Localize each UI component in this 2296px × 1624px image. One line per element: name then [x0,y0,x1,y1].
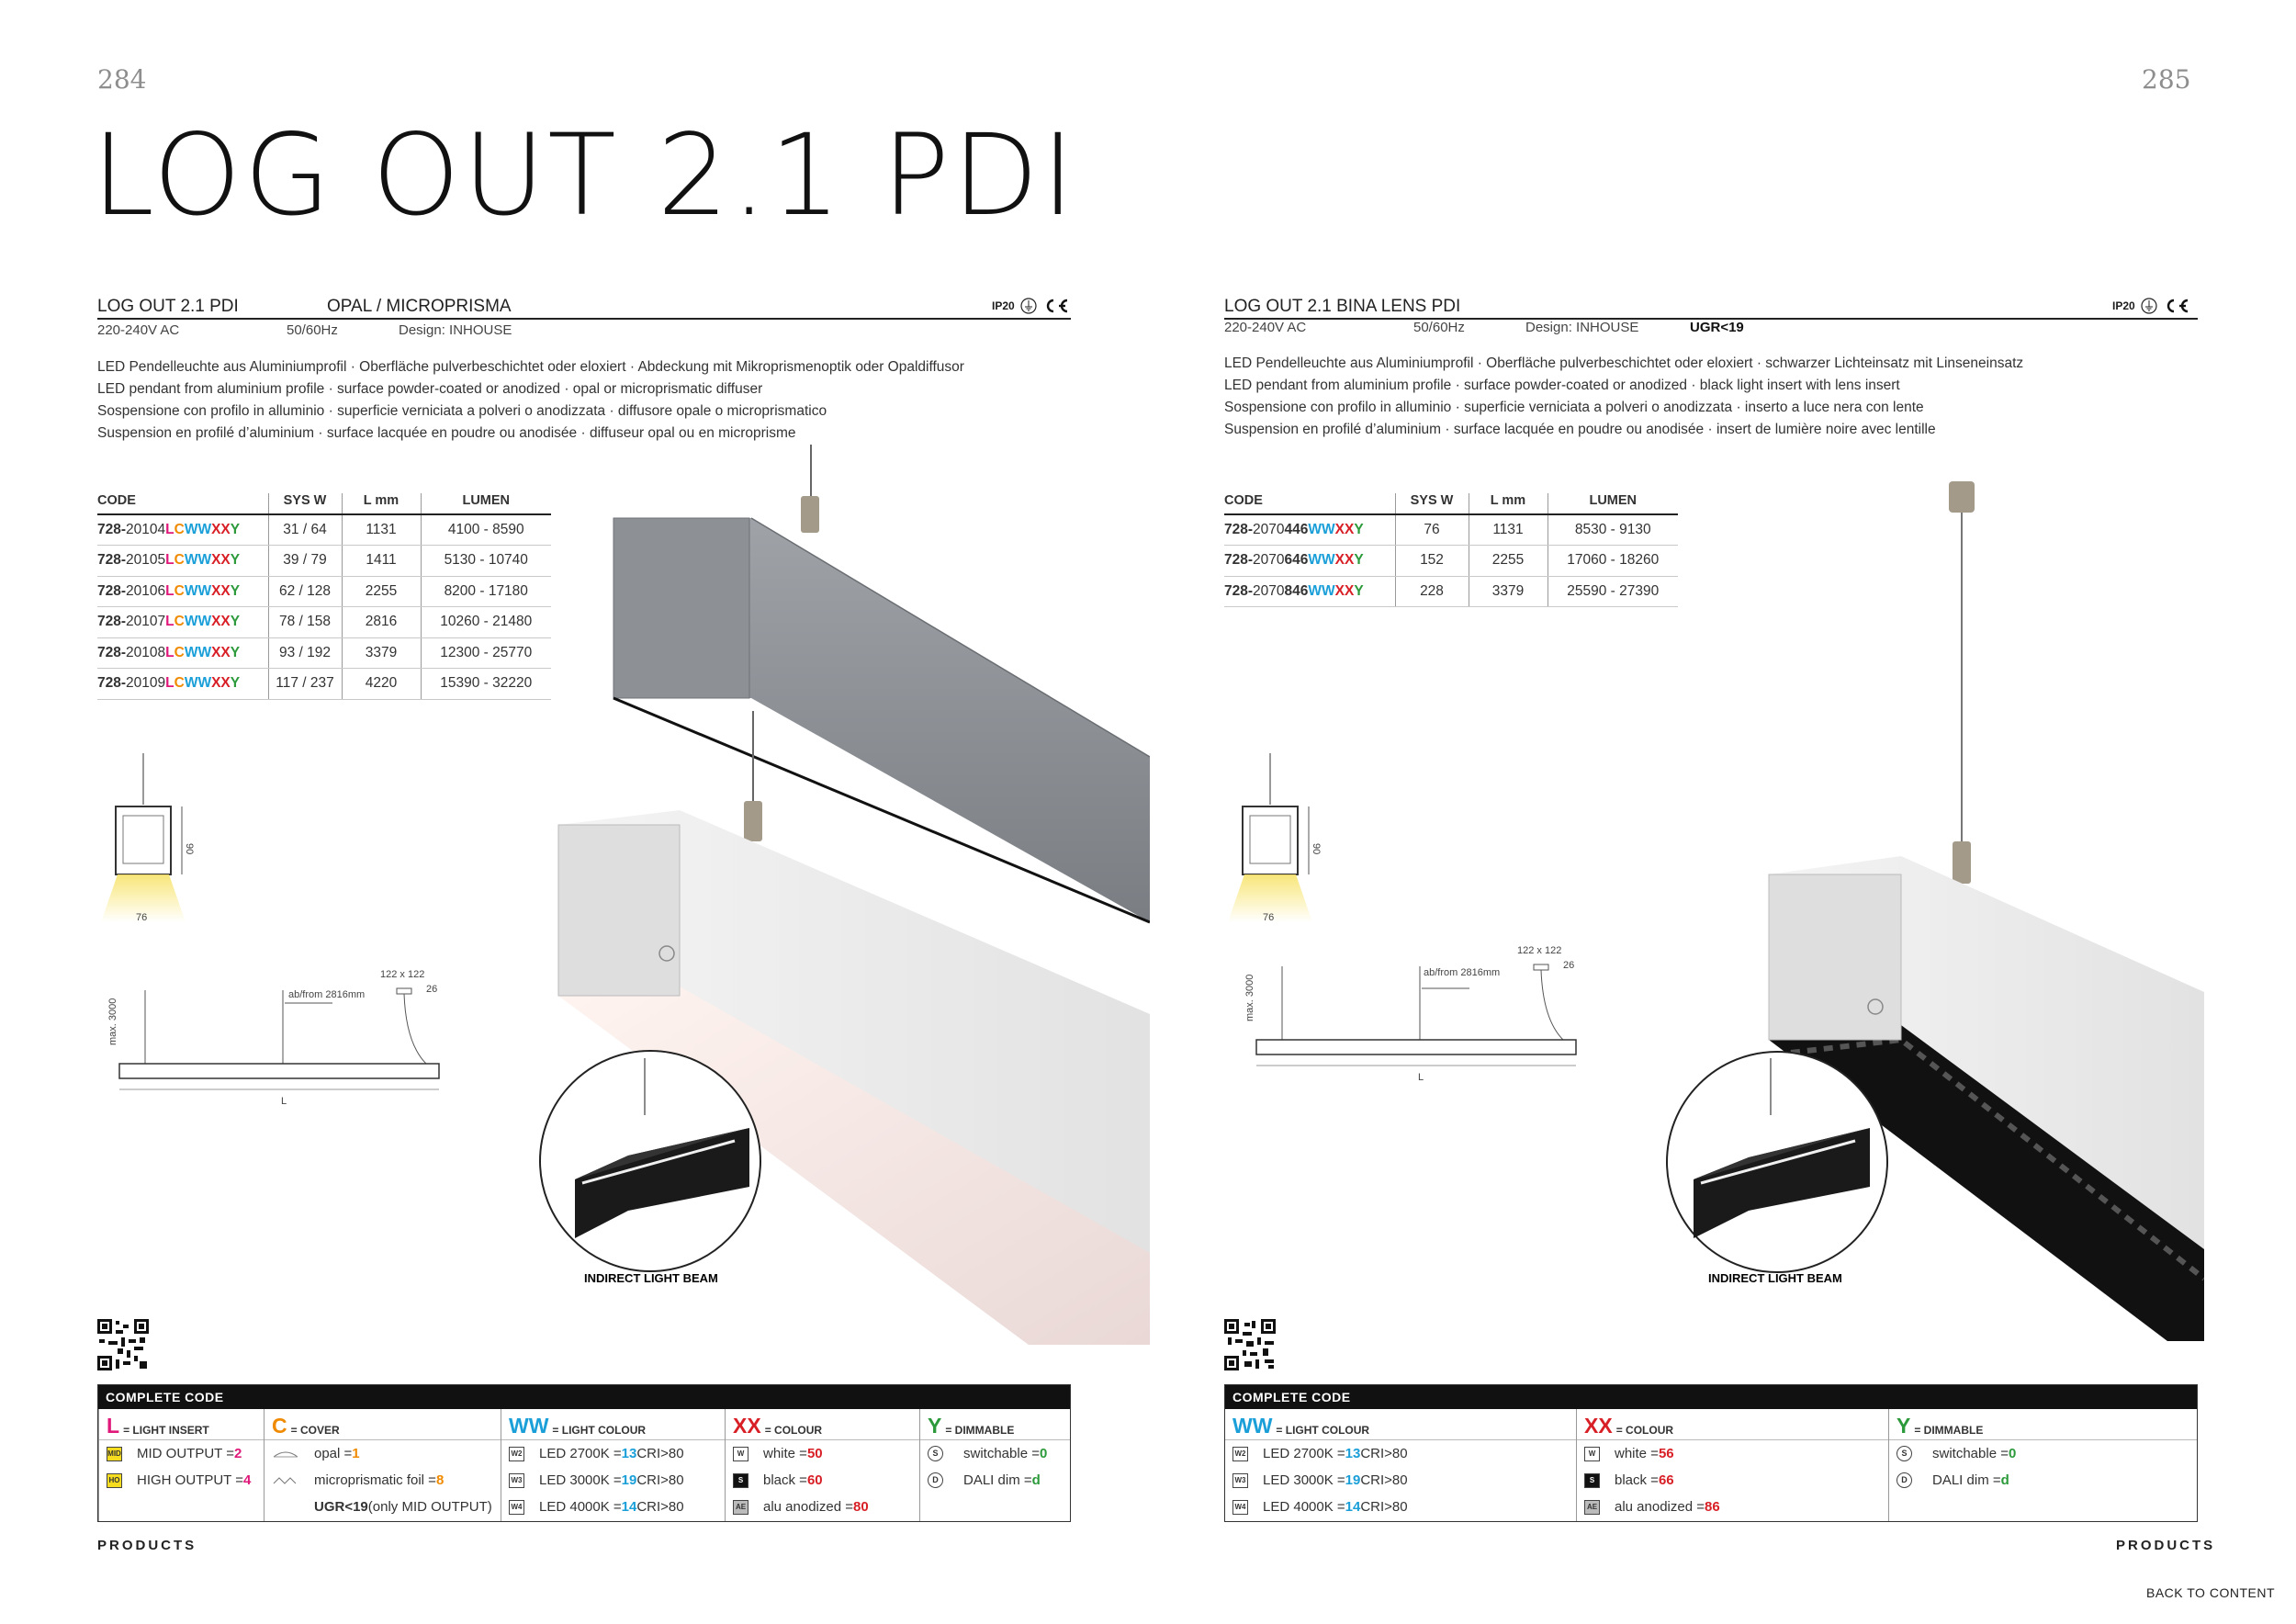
code-table-right [1224,493,1678,607]
col-header-lumen: LUMEN [421,493,551,514]
w4-icon: W4 [509,1500,524,1515]
lumen-cell: 8200 - 17180 [421,576,551,607]
switch-icon: S [1896,1446,1912,1461]
alu-swatch-icon: AE [1584,1500,1600,1515]
list-item: W3 LED 3000K = 19 CRI>80 [501,1467,725,1494]
list-item: W white = 56 [1577,1440,1888,1467]
code-column-light-colour: WW = LIGHT COLOUR W2 LED 2700K = 13 CRI>80 W3 LED 3000K = 19 CRI>80 W4 LED 4000K = 14 CRI>80 [501,1409,725,1521]
col-header-length: L mm [1469,493,1548,514]
header-rule [97,318,1071,320]
canopy-size-label: 122 x 122 [380,969,425,980]
list-item: D DALI dim = d [920,1467,1070,1494]
col-header-lumen: LUMEN [1548,493,1678,514]
lumen-cell: 4100 - 8590 [421,514,551,546]
list-item: MID MID OUTPUT = 2 [107,1446,242,1461]
complete-code-box-right [1224,1384,2198,1522]
list-item: opal = 1 [264,1440,501,1467]
footer-section-label: PRODUCTS [97,1538,197,1553]
product-render [533,445,1150,1345]
length-cell: 1131 [1469,514,1548,546]
description [97,356,964,445]
table-row [97,546,551,577]
length-cell: 3379 [1469,576,1548,607]
cross-section-drawing [97,751,208,935]
earth-class-icon [2141,298,2157,314]
distance-label: ab/from 2816mm [288,989,366,1000]
installation-drawing [103,961,452,1108]
product-variant: OPAL / MICROPRISMA [327,297,512,316]
description-fr: Suspension en profilé d’aluminium · surface lacquée en poudre ou anodisée · insert de lumière noire avec lentille [1224,422,1936,437]
lumen-cell: 12300 - 25770 [421,637,551,669]
opal-cover-icon [272,1448,299,1460]
code-column-colour: XX = COLOUR W white = 50 S black = 60 AE alu anodized = 80 [725,1409,919,1521]
section-height-label: 90 [184,843,195,855]
dali-icon: D [1896,1472,1912,1488]
complete-code-header: COMPLETE CODE [98,1385,1070,1409]
length-cell: 4220 [342,669,421,700]
code-cell: 728-20108LCWWXXY [97,637,268,669]
table-row [1224,576,1678,607]
description-de: LED Pendelleuchte aus Aluminiumprofil · Oberfläche pulverbeschichtet oder eloxiert · schwarzer Lichteinsatz mit Linseneinsatz [1224,355,2024,371]
code-cell: 728-20107LCWWXXY [97,607,268,638]
cross-section-drawing-right [1224,751,1334,935]
code-cell: 728-2070646WWXXY [1224,546,1395,577]
complete-code-box [97,1384,1071,1522]
list-item: W2 LED 2700K = 13 CRI>80 [1225,1440,1576,1467]
frequency: 50/60Hz [287,322,338,338]
col-header-sysw: SYS W [1395,493,1469,514]
description-it: Sospensione con profilo in alluminio · superficie verniciata a polveri o anodizzata · inserto a luce nera con lente [1224,400,1924,415]
section-width-label: 76 [136,912,148,923]
lumen-cell: 17060 - 18260 [1548,546,1678,577]
col-header-code: CODE [1224,493,1395,514]
list-item: AE alu anodized = 80 [726,1494,919,1520]
description-it: Sospensione con profilo in alluminio · superficie verniciata a polveri o anodizzata · diffusore opale o microprismatico [97,403,827,419]
voltage-right: 220-240V AC [1224,320,1307,335]
canopy-height-label: 26 [1563,960,1575,971]
length-label: L [281,1096,287,1107]
high-output-icon: HO [107,1473,122,1488]
code-column-colour: XX = COLOUR W white = 56 S black = 66 AE alu anodized = 86 [1576,1409,1888,1521]
code-cell: 728-2070446WWXXY [1224,514,1395,546]
installation-drawing-right [1240,937,1589,1084]
table-row [97,637,551,669]
col-header-code: CODE [97,493,268,514]
code-column-dimmable: Y = DIMMABLE S switchable = 0 D DALI dim = d [919,1409,1070,1521]
ip-rating: IP20 [992,299,1015,312]
description-fr: Suspension en profilé d’aluminium · surface lacquée en poudre ou anodisée · diffuseur opal ou en microprisme [97,425,796,441]
voltage: 220-240V AC [97,322,180,338]
list-item: HO HIGH OUTPUT = 4 [99,1467,264,1494]
indirect-beam-label: INDIRECT LIGHT BEAM [584,1271,718,1285]
w3-icon: W3 [509,1473,524,1488]
code-cell: 728-20105LCWWXXY [97,546,268,577]
page-number-right: 285 [2142,64,2191,95]
lumen-cell: 8530 - 9130 [1548,514,1678,546]
list-item: W4 LED 4000K = 14 CRI>80 [1225,1494,1576,1520]
switch-icon: S [928,1446,943,1461]
table-row [97,669,551,700]
canopy-size-label: 122 x 122 [1517,945,1562,956]
description-de: LED Pendelleuchte aus Aluminiumprofil · Oberfläche pulverbeschichtet oder eloxiert · Abdeckung mit Mikroprismenoptik oder Opaldiffusor [97,359,964,375]
list-item: W4 LED 4000K = 14 CRI>80 [501,1494,725,1520]
certification-marks-right [2112,298,2190,314]
list-item: W2 LED 2700K = 13 CRI>80 [501,1440,725,1467]
max-height-label: max. 3000 [107,998,118,1045]
white-swatch-icon: W [1584,1447,1600,1461]
list-item: S switchable = 0 [1889,1440,2197,1467]
length-cell: 1131 [342,514,421,546]
table-row [97,607,551,638]
code-column-light-colour: WW = LIGHT COLOUR W2 LED 2700K = 13 CRI>80 W3 LED 3000K = 19 CRI>80 W4 LED 4000K = 14 CRI>80 [1225,1409,1576,1521]
list-item: S switchable = 0 [920,1440,1070,1467]
code-column-light-insert: L = LIGHT INSERT MID MID OUTPUT = 2 HO HIGH OUTPUT = 4 [98,1409,264,1521]
w4-icon: W4 [1232,1500,1248,1515]
section-height-label: 90 [1311,843,1322,855]
alu-swatch-icon: AE [733,1500,748,1515]
qr-code [97,1319,149,1370]
list-item: AE alu anodized = 86 [1577,1494,1888,1520]
product-render-right [1653,478,2204,1341]
list-item: microprismatic foil = 8 [264,1467,501,1494]
distance-label: ab/from 2816mm [1424,967,1501,978]
w2-icon: W2 [1232,1447,1248,1461]
sysw-cell: 152 [1395,546,1469,577]
black-swatch-icon: S [733,1473,748,1488]
list-item: W3 LED 3000K = 19 CRI>80 [1225,1467,1576,1494]
description-en: LED pendant from aluminium profile · surface powder-coated or anodized · opal or microprismatic diffuser [97,381,763,397]
lumen-cell: 15390 - 32220 [421,669,551,700]
earth-class-icon [1020,298,1037,314]
max-height-label: max. 3000 [1244,974,1255,1021]
ce-mark-icon [1042,298,1070,314]
product-name: LOG OUT 2.1 PDI [97,297,239,316]
col-header-sysw: SYS W [268,493,342,514]
black-swatch-icon: S [1584,1473,1600,1488]
sysw-cell: 39 / 79 [268,546,342,577]
microprism-cover-icon [272,1474,299,1487]
code-cell: 728-20109LCWWXXY [97,669,268,700]
list-item: S black = 66 [1577,1467,1888,1494]
qr-code-right [1224,1319,1276,1370]
table-row [1224,514,1678,546]
complete-code-header: COMPLETE CODE [1225,1385,2197,1409]
description-en: LED pendant from aluminium profile · surface powder-coated or anodized · black light insert with lens insert [1224,378,1900,393]
length-cell: 3379 [342,637,421,669]
white-swatch-icon: W [733,1447,748,1461]
list-item: UGR<19 (only MID OUTPUT) [314,1499,492,1515]
mid-output-icon: MID [107,1447,122,1461]
lumen-cell: 5130 - 10740 [421,546,551,577]
code-cell: 728-2070846WWXXY [1224,576,1395,607]
code-cell: 728-20106LCWWXXY [97,576,268,607]
indirect-beam-label: INDIRECT LIGHT BEAM [1708,1271,1842,1285]
sysw-cell: 31 / 64 [268,514,342,546]
sysw-cell: 228 [1395,576,1469,607]
sysw-cell: 78 / 158 [268,607,342,638]
designer: Design: INHOUSE [399,322,512,338]
dali-icon: D [928,1472,943,1488]
ip-rating-right: IP20 [2112,299,2135,312]
code-column-cover: C = COVER opal = 1 microprismatic foil = 8 UGR<19 (only MID OUTPUT) [264,1409,501,1521]
certification-marks [992,298,1070,314]
length-label: L [1418,1072,1424,1083]
section-width-label: 76 [1263,912,1275,923]
page-number-left: 284 [97,64,147,95]
table-row [97,576,551,607]
sysw-cell: 62 / 128 [268,576,342,607]
table-row [97,514,551,546]
lumen-cell: 25590 - 27390 [1548,576,1678,607]
length-cell: 2816 [342,607,421,638]
description-right [1224,353,2023,441]
code-table [97,493,551,700]
sysw-cell: 117 / 237 [268,669,342,700]
list-item: W white = 50 [726,1440,919,1467]
w3-icon: W3 [1232,1473,1248,1488]
frequency-right: 50/60Hz [1413,320,1465,335]
sysw-cell: 93 / 192 [268,637,342,669]
length-cell: 2255 [1469,546,1548,577]
code-column-dimmable: Y = DIMMABLE S switchable = 0 D DALI dim = d [1888,1409,2197,1521]
product-name-right: LOG OUT 2.1 BINA LENS PDI [1224,297,1461,316]
col-header-length: L mm [342,493,421,514]
ce-mark-icon [2163,298,2190,314]
table-row [1224,546,1678,577]
back-to-content-link[interactable]: BACK TO CONTENT [2146,1585,2276,1600]
lumen-cell: 10260 - 21480 [421,607,551,638]
w2-icon: W2 [509,1447,524,1461]
list-item: S black = 60 [726,1467,919,1494]
page-title: LOG OUT 2.1 PDI [92,110,1077,241]
code-cell: 728-20104LCWWXXY [97,514,268,546]
sysw-cell: 76 [1395,514,1469,546]
length-cell: 1411 [342,546,421,577]
length-cell: 2255 [342,576,421,607]
footer-section-label-right: PRODUCTS [2116,1538,2216,1553]
ugr-badge: UGR<19 [1690,320,1744,335]
canopy-height-label: 26 [426,984,438,995]
designer-right: Design: INHOUSE [1525,320,1639,335]
list-item: D DALI dim = d [1889,1467,2197,1494]
